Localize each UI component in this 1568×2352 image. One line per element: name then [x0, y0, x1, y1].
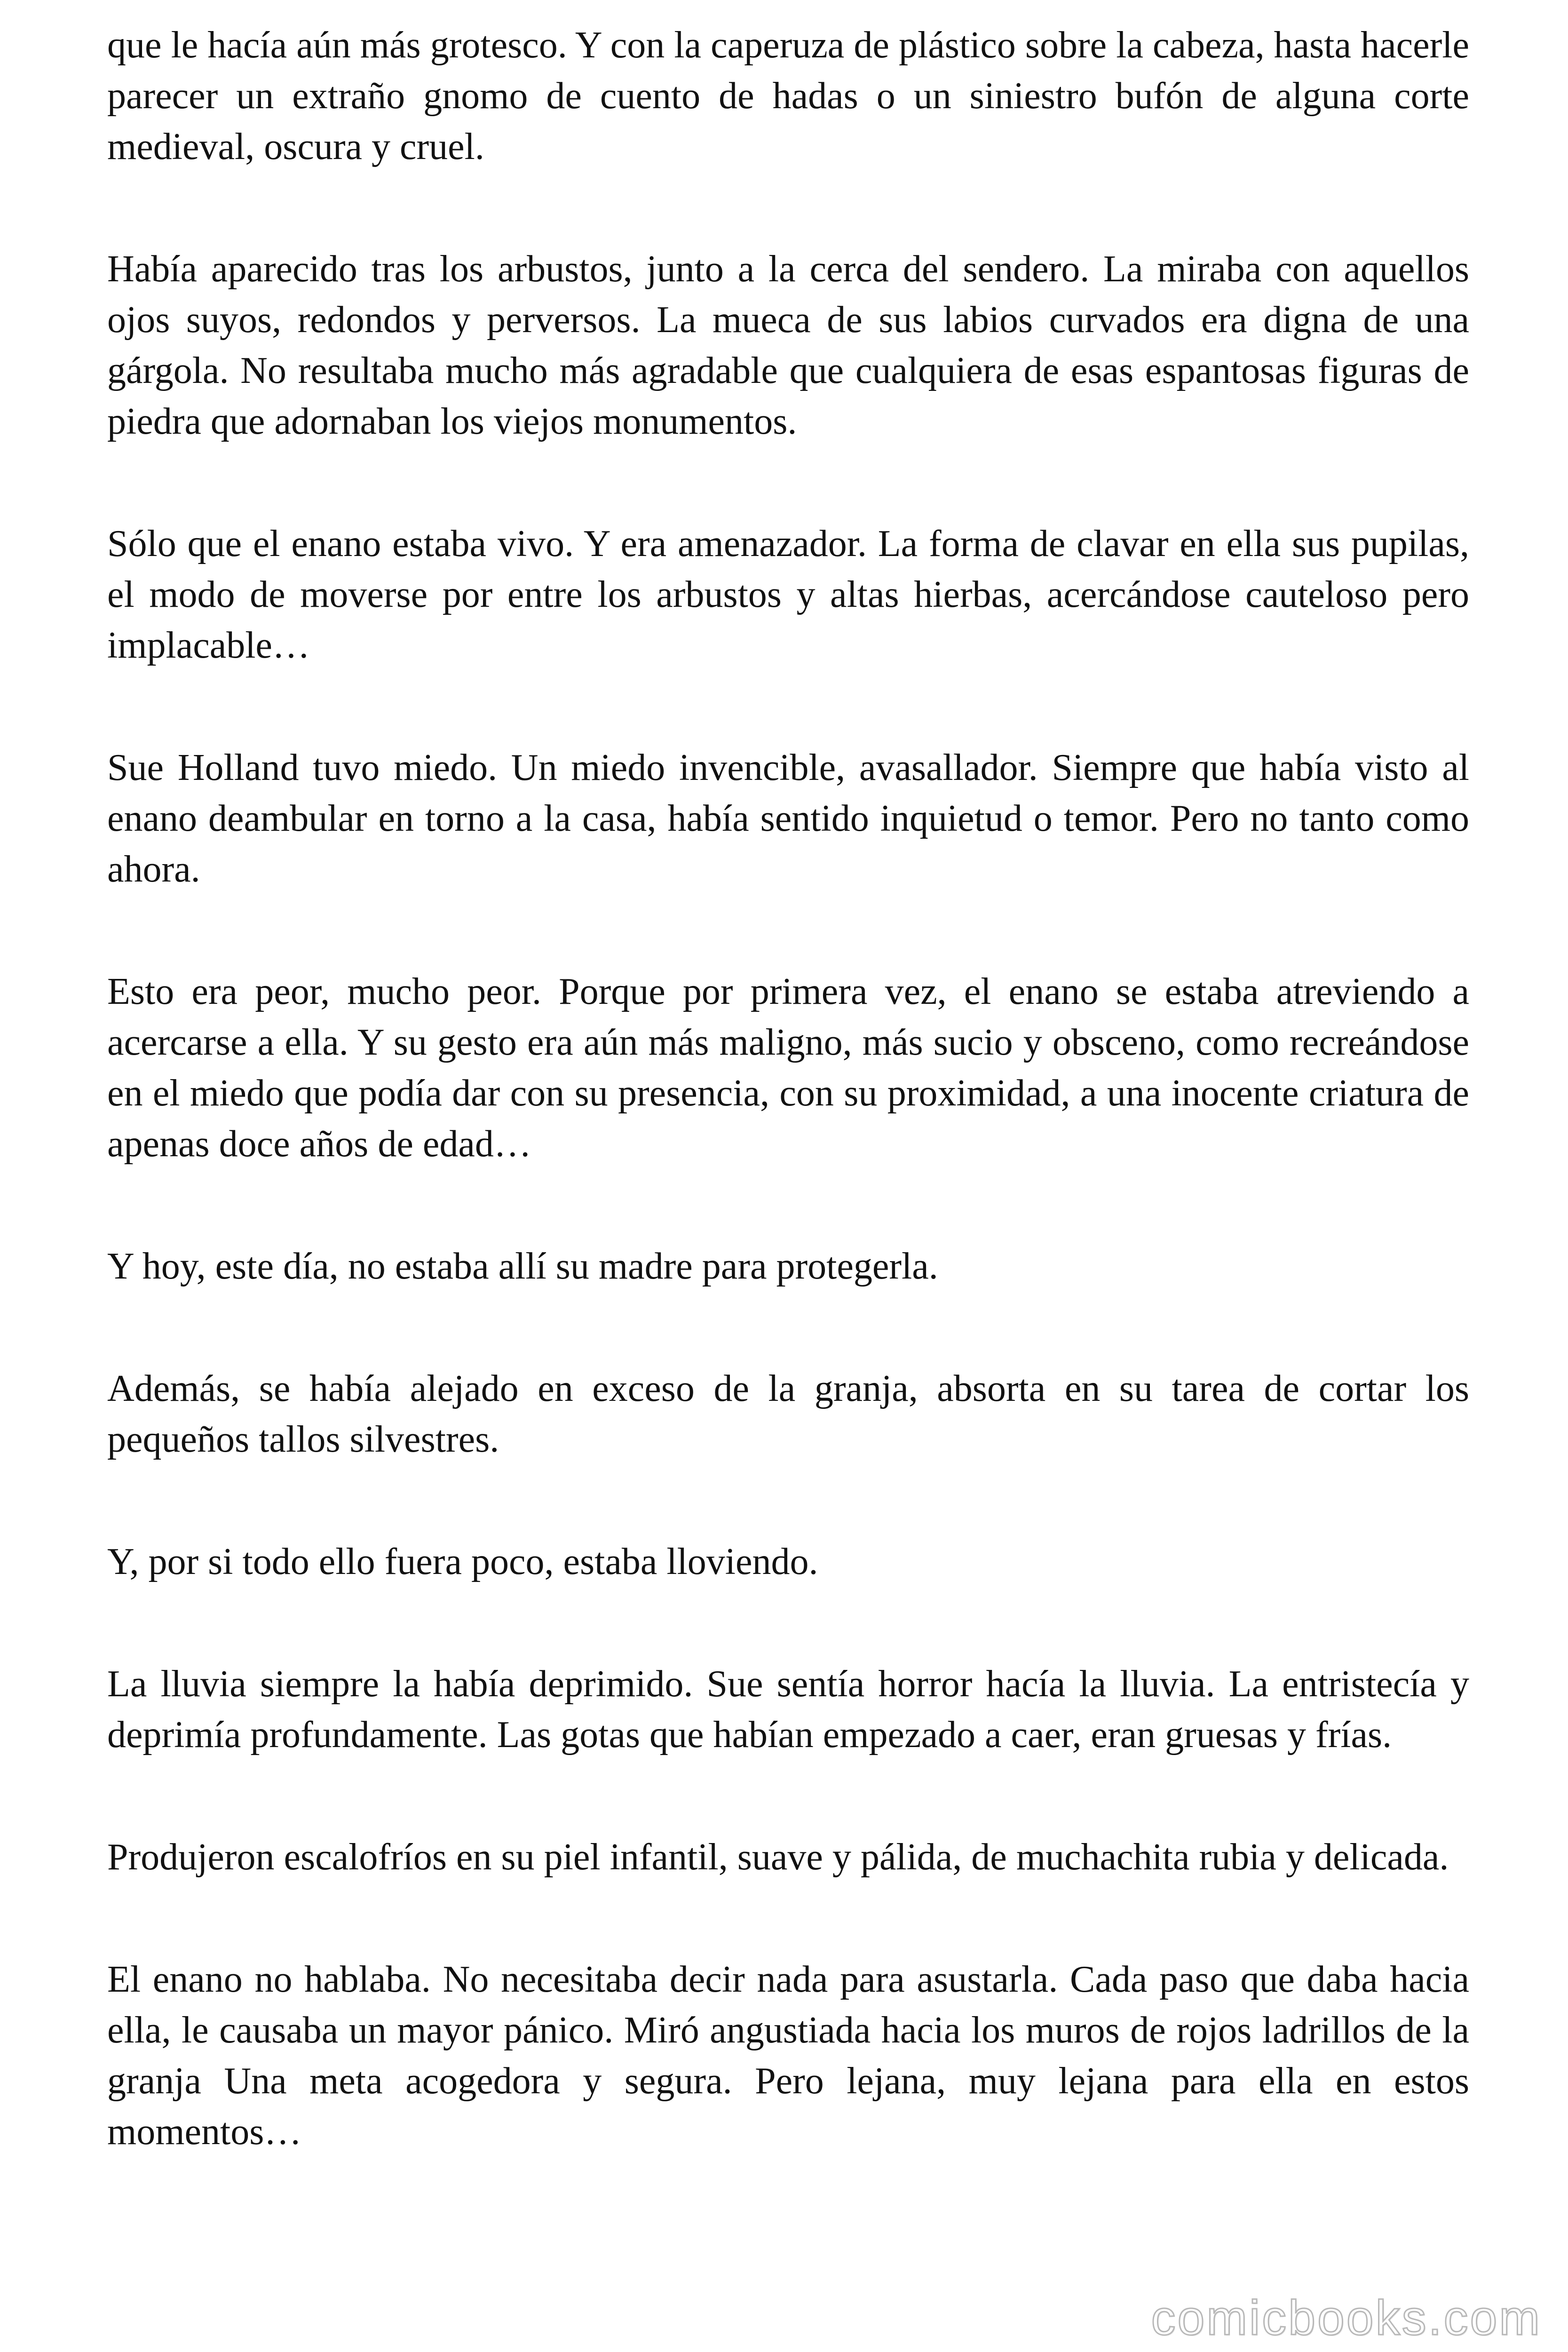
paragraph: El enano no hablaba. No necesitaba decir nada para asustarla. Cada paso que daba hacia ella, le causaba un mayor pánico. Miró angustiada hacia los muros de rojos ladrillos de la granja Una meta acogedora y segura. Pero lejana, muy lejana para ella en estos momentos…: [107, 1959, 1469, 2153]
body-text: [107, 20, 1469, 2229]
paragraph: Sue Holland tuvo miedo. Un miedo invencible, avasallador. Siempre que había visto al enano deambular en torno a la casa, había sentido inquietud o temor. Pero no tanto como ahora.: [107, 747, 1469, 890]
paragraph: Y hoy, este día, no estaba allí su madre para protegerla.: [107, 1246, 938, 1287]
paragraph: Esto era peor, mucho peor. Porque por primera vez, el enano se estaba atreviendo a acercarse a ella. Y su gesto era aún más maligno, más sucio y obsceno, como recreándose en el miedo que podía dar con su presencia, con su proximidad, a una inocente criatura de apenas doce años de edad…: [107, 971, 1469, 1165]
watermark: comicbooks.com: [1151, 2291, 1542, 2345]
paragraph: Además, se había alejado en exceso de la granja, absorta en su tarea de cortar los pequeños tallos silvestres.: [107, 1368, 1469, 1460]
paragraph: Y, por si todo ello fuera poco, estaba lloviendo.: [107, 1541, 818, 1582]
paragraph: La lluvia siempre la había deprimido. Sue sentía horror hacía la lluvia. La entristecía y deprimía profundamente. Las gotas que habían empezado a caer, eran gruesas y frías.: [107, 1663, 1469, 1756]
paragraph: que le hacía aún más grotesco. Y con la caperuza de plástico sobre la cabeza, hasta hacerle parecer un extraño gnomo de cuento de hadas o un siniestro bufón de alguna corte medieval, oscura y cruel.: [107, 24, 1469, 167]
paragraph: Había aparecido tras los arbustos, junto a la cerca del sendero. La miraba con aquellos ojos suyos, redondos y perversos. La mueca de sus labios curvados era digna de una gárgola. No resultaba mucho más agradable que cualquiera de esas espantosas figuras de piedra que adornaban los viejos monumentos.: [107, 248, 1469, 442]
paragraph: Sólo que el enano estaba vivo. Y era amenazador. La forma de clavar en ella sus pupilas, el modo de moverse por entre los arbustos y altas hierbas, acercándose cauteloso pero implacable…: [107, 523, 1469, 666]
paragraph: Produjeron escalofríos en su piel infantil, suave y pálida, de muchachita rubia y delicada.: [107, 1836, 1449, 1878]
